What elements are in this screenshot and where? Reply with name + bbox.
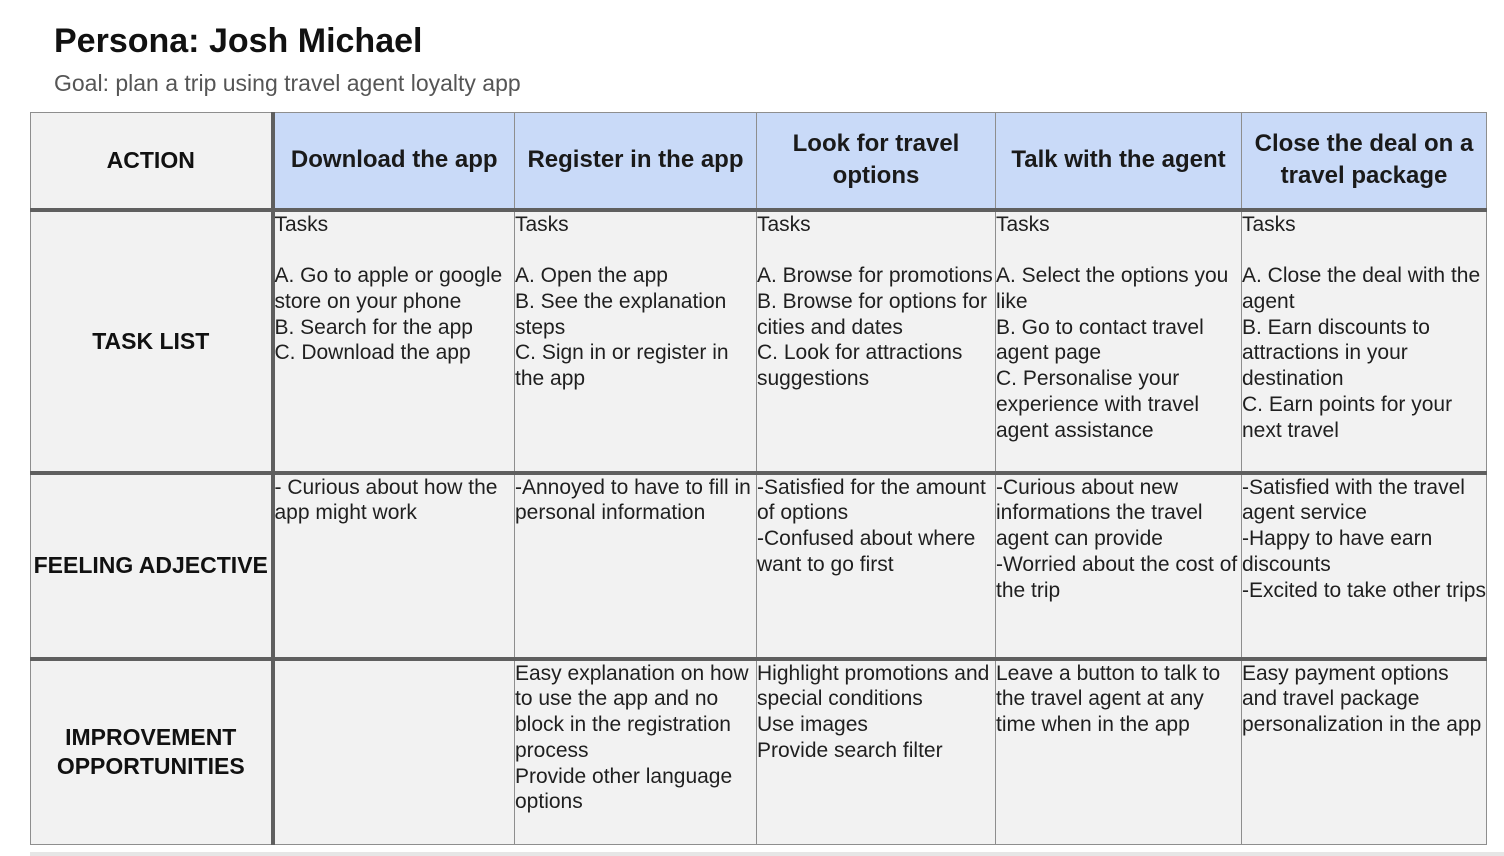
feeling-item: -Curious about new informations the travel agent can provide xyxy=(996,475,1203,551)
task-item: A. Close the deal with the agent xyxy=(1242,264,1481,313)
feeling-cell xyxy=(273,473,515,659)
task-item: A. Select the options you like xyxy=(996,264,1229,313)
improvement-item: Easy payment options and travel package personalization in the app xyxy=(1242,661,1482,737)
feeling-item: -Satisfied with the travel agent service xyxy=(1242,475,1465,525)
row-label-improvement: IMPROVEMENT OPPORTUNITIES xyxy=(31,659,273,845)
spacer xyxy=(515,237,756,263)
tasks-heading: Tasks xyxy=(274,212,329,236)
feeling-cell xyxy=(515,473,757,659)
tasks-heading: Tasks xyxy=(996,212,1050,236)
improvement-item: Leave a button to talk to the travel agent at any time when in the app xyxy=(996,661,1221,737)
task-item: B. Go to contact travel agent page xyxy=(996,315,1204,365)
feeling-item: -Satisfied for the amount of options xyxy=(757,475,986,525)
task-item: C. Look for attractions suggestions xyxy=(757,341,963,391)
stage-header: Talk with the agent xyxy=(996,113,1242,210)
task-cell xyxy=(996,210,1242,473)
task-item: B. See the explanation steps xyxy=(515,289,727,339)
action-row xyxy=(31,113,1487,210)
improvement-item: Use images xyxy=(757,713,868,737)
feeling-item: -Worried about the cost of the trip xyxy=(996,552,1238,602)
feeling-item: - Curious about how the app might work xyxy=(274,475,498,525)
task-list-row xyxy=(31,210,1487,473)
stage-header: Look for travel options xyxy=(757,113,996,210)
tasks-heading: Tasks xyxy=(757,212,811,236)
stage-header: Register in the app xyxy=(515,113,757,210)
task-item: C. Download the app xyxy=(274,341,471,365)
task-cell xyxy=(757,210,996,473)
tasks-heading: Tasks xyxy=(1242,212,1296,236)
stage-header: Close the deal on a travel package xyxy=(1242,113,1487,210)
row-label-feeling: FEELING ADJECTIVE xyxy=(31,473,273,659)
spacer xyxy=(275,237,515,263)
feeling-item: -Annoyed to have to fill in personal information xyxy=(515,475,751,525)
page-title: Persona: Josh Michael xyxy=(54,22,423,60)
task-cell xyxy=(515,210,757,473)
task-item: A. Open the app xyxy=(515,264,668,288)
improvement-cell xyxy=(1242,659,1487,845)
tasks-heading: Tasks xyxy=(515,212,569,236)
task-item: B. Earn discounts to attractions in your destination xyxy=(1242,315,1430,391)
task-item: C. Personalise your experience with travel agent assistance xyxy=(996,367,1200,442)
row-label-action: ACTION xyxy=(31,113,273,210)
feeling-cell xyxy=(757,473,996,659)
task-item: C. Sign in or register in the app xyxy=(515,341,729,391)
task-cell xyxy=(1242,210,1487,473)
task-item: C. Earn points for your next travel xyxy=(1242,393,1453,442)
improvement-opportunities-row xyxy=(31,659,1487,845)
bottom-divider xyxy=(30,852,1504,856)
task-item: A. Browse for promotions xyxy=(757,264,993,288)
feeling-cell xyxy=(1242,473,1487,659)
feeling-item: -Happy to have earn discounts xyxy=(1242,527,1433,576)
spacer xyxy=(996,237,1241,263)
improvement-cell xyxy=(757,659,996,845)
improvement-cell xyxy=(996,659,1242,845)
feeling-cell xyxy=(996,473,1242,659)
task-item: B. Browse for options for cities and dates xyxy=(757,289,987,339)
improvement-cell xyxy=(515,659,757,845)
stage-header: Download the app xyxy=(273,113,515,210)
improvement-item: Provide other language options xyxy=(515,764,733,814)
row-label-task-list: TASK LIST xyxy=(31,210,273,473)
improvement-item: Easy explanation on how to use the app and no block in the registration process xyxy=(515,661,749,762)
spacer xyxy=(757,237,995,263)
feeling-adjective-row xyxy=(31,473,1487,659)
page-goal: Goal: plan a trip using travel agent loyalty app xyxy=(54,70,521,96)
feeling-item: -Excited to take other trips xyxy=(1242,578,1486,602)
feeling-item: -Confused about where want to go first xyxy=(757,527,976,576)
task-item: B. Search for the app xyxy=(274,315,473,339)
improvement-item: Provide search filter xyxy=(757,738,943,762)
task-item: A. Go to apple or google store on your phone xyxy=(274,264,503,313)
improvement-cell xyxy=(273,659,515,845)
spacer xyxy=(1242,237,1486,263)
improvement-item: Highlight promotions and special conditions xyxy=(757,661,990,711)
journey-map-table xyxy=(30,112,1487,845)
task-cell xyxy=(273,210,515,473)
